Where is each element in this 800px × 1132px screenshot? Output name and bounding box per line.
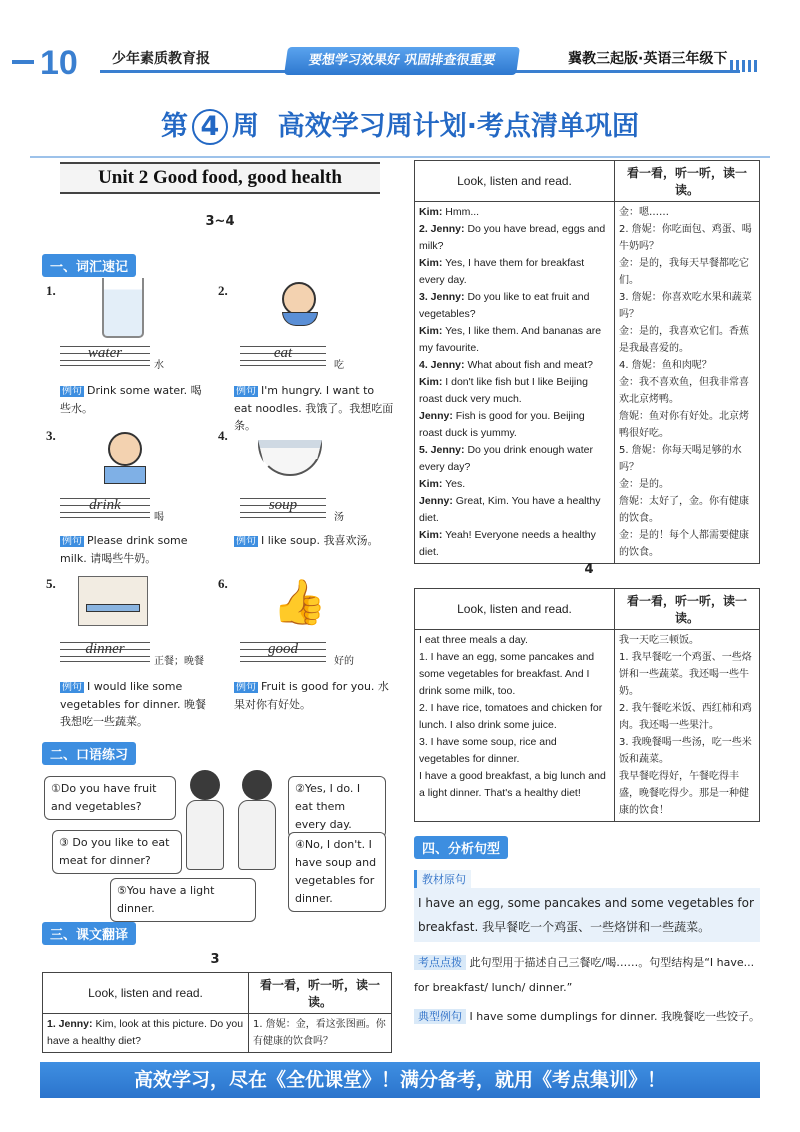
vocab-example xyxy=(60,678,212,730)
dialogue-line-cn: 金：是的，我每天早餐都吃它们。 xyxy=(619,258,749,286)
vocab-word: good xyxy=(268,641,298,657)
speaker-label: 5. Jenny: xyxy=(419,444,465,456)
speech-bubble: ④No, I don't. I have soup and vegetables for dinner. xyxy=(288,832,386,912)
vocab-number: 4. xyxy=(218,428,228,443)
dinner-table-icon xyxy=(86,604,140,612)
section-translation-heading: 三、课文翻译 xyxy=(42,922,136,945)
speaker-label: 4. Jenny: xyxy=(419,359,465,371)
vocab-meaning: 正餐；晚餐 xyxy=(154,656,204,667)
table-cell-en xyxy=(43,1014,249,1053)
dialogue-line-cn: 金：是的！每个人都需要健康的饮食。 xyxy=(619,530,749,558)
table-header-cn: 看一看，听一听，读一读。 xyxy=(615,161,760,202)
girl-one-head-illustration xyxy=(190,770,220,800)
period-label: 3 xyxy=(210,952,220,967)
key-point xyxy=(414,950,760,1000)
key-point-text: 此句型用于描述自己三餐吃/喝……。句型结构是“I have... for breakfast/ lunch/ dinner.” xyxy=(414,956,755,994)
vocab-word: eat xyxy=(273,345,293,361)
girl-one-body-illustration xyxy=(186,800,224,870)
title-suffix: 周 xyxy=(231,111,259,142)
dialogue-line-en xyxy=(419,408,610,442)
line-text: Do you drink enough water every day? xyxy=(419,444,593,473)
dialogue-line-en xyxy=(419,221,610,255)
header-slogan: 要想学习效果好 巩固排查很重要 xyxy=(284,47,520,75)
speaker-label: Kim: xyxy=(419,257,443,269)
family-dinner-illustration xyxy=(78,576,148,626)
vocab-number: 3. xyxy=(46,428,56,443)
dialogue-line-en xyxy=(419,442,610,476)
dialogue-line-en xyxy=(419,357,610,374)
dialogue-line-cn: 3. 詹妮：你喜欢吃水果和蔬菜吗？ xyxy=(619,292,752,320)
page-title xyxy=(0,104,800,145)
line-text: Yes, I have them for breakfast every day. xyxy=(419,257,585,286)
speaker-label: 3. Jenny: xyxy=(419,291,465,303)
footer-banner: 高效学习，尽在《全优课堂》！满分备考，就用《考点集训》！ xyxy=(40,1062,760,1098)
example-text: I would like some vegetables for dinner. 晚餐我想吃一些蔬菜。 xyxy=(60,680,206,728)
line-text: Yes. xyxy=(445,478,466,490)
line-text: Fish is good for you. Beijing roast duck is yummy. xyxy=(419,410,585,439)
thumbs-up-icon: 👍 xyxy=(272,577,327,628)
dialogue-line-en xyxy=(419,493,610,527)
vocab-number: 1. xyxy=(46,283,56,298)
vocab-meaning: 好的 xyxy=(334,656,354,667)
table-row xyxy=(415,630,760,822)
vocab-number: 2. xyxy=(218,283,228,298)
source-sentence-label: 教材原句 xyxy=(414,870,471,888)
line-text: Yes, I like them. And bananas are my favourite. xyxy=(419,325,602,354)
edition-label: 冀教三起版·英语三年级下 xyxy=(568,51,728,67)
dialogue-line-en xyxy=(419,289,610,323)
vocab-word: drink xyxy=(89,497,121,513)
typical-example xyxy=(414,1006,760,1028)
lesson3-dialogue-table xyxy=(414,160,760,564)
table-row xyxy=(415,202,760,564)
dialogue-line-cn: 詹妮：太好了，金。你有健康的饮食。 xyxy=(619,496,749,524)
vocab-word: water xyxy=(87,345,123,361)
line-text: Do you have bread, eggs and milk? xyxy=(419,223,606,252)
lesson4-table xyxy=(414,588,760,822)
period-label: 3~4 xyxy=(205,214,235,229)
title-rule xyxy=(30,156,770,158)
table-header-en: Look, listen and read. xyxy=(415,161,615,202)
dialogue-line-en xyxy=(419,323,610,357)
dialogue-line-cn: 金：嗯…… xyxy=(619,207,669,218)
table-header-en: Look, listen and read. xyxy=(43,973,249,1014)
title-prefix: 第 xyxy=(160,111,188,142)
example-tag: 例句 xyxy=(62,682,82,693)
speaker-label: Jenny: xyxy=(419,495,453,507)
speaker-label: 2. Jenny: xyxy=(419,223,465,235)
example-tag: 例句 xyxy=(62,386,82,397)
vocab-example xyxy=(234,532,394,550)
dialogue-line-cn: 4. 詹妮：鱼和肉呢？ xyxy=(619,360,712,371)
dialogue-line-cn: 2. 詹妮：你吃面包、鸡蛋、喝牛奶吗？ xyxy=(619,224,752,252)
glass-of-water-illustration xyxy=(102,278,144,338)
page-number-bar-left xyxy=(12,60,34,64)
line-text: Great, Kim. You have a healthy diet. xyxy=(419,495,601,524)
table-header-cn: 看一看，听一听，读一读。 xyxy=(249,973,392,1014)
vocab-example xyxy=(234,678,394,713)
boy-drinking-illustration xyxy=(108,432,142,466)
example-text: I'm hungry. I want to eat noodles. 我饿了。我想吃面条。 xyxy=(234,384,394,432)
speaker-label: Kim: xyxy=(419,206,443,218)
page-number xyxy=(40,44,78,83)
dialogue-line-en xyxy=(419,255,610,289)
dialogue-line-cn: 金：是的。 xyxy=(619,479,669,490)
vocab-meaning: 喝 xyxy=(154,512,164,523)
section-vocabulary-heading: 一、词汇速记 xyxy=(42,254,136,277)
speaker-label: Kim: xyxy=(419,529,443,541)
vocab-example xyxy=(234,382,394,434)
speech-bubble: ③ Do you like to eat meat for dinner? xyxy=(52,830,182,874)
line-text: What about fish and meat? xyxy=(467,359,593,371)
week-number-badge: 4 xyxy=(192,109,228,145)
line-text: Yeah! Everyone needs a healthy diet. xyxy=(419,529,596,558)
table-header-en: Look, listen and read. xyxy=(415,589,615,630)
speech-bubble: ①Do you have fruit and vegetables? xyxy=(44,776,176,820)
section-speaking-heading: 二、口语练习 xyxy=(42,742,136,765)
speaker-label: Kim: xyxy=(419,478,443,490)
speaker-label: Kim: xyxy=(419,325,443,337)
typical-example-label: 典型例句 xyxy=(414,1009,466,1024)
unit-banner: Unit 2 Good food, good health xyxy=(60,162,380,194)
table-row xyxy=(43,1014,392,1053)
typical-example-text: I have some dumplings for dinner. 我晚餐吃一些饺子。 xyxy=(469,1010,760,1023)
lesson4-en-text: I eat three meals a day. 1. I have an egg, some pancakes and some vegetables for breakfast. And I drink some milk, too. 2. I have rice, tomatoes and chicken for lunch. I also drink some juice. 3. I have some soup, rice and vegetables for dinner. I have a good breakfast, a big lunch and a light dinner. That's a healthy diet! xyxy=(415,630,615,822)
girl-two-body-illustration xyxy=(238,800,276,870)
example-text: Drink some water. 喝些水。 xyxy=(60,384,202,415)
vocab-word: soup xyxy=(268,497,298,513)
vocab-example xyxy=(60,532,212,567)
newspaper-name: 少年素质教育报 xyxy=(112,51,210,67)
source-sentence: I have an egg, some pancakes and some vegetables for breakfast. 我早餐吃一个鸡蛋、一些烙饼和一些蔬菜。 xyxy=(414,888,760,942)
line-text: Do you like to eat fruit and vegetables? xyxy=(419,291,590,320)
dialogue-en-cell xyxy=(415,202,615,564)
line-text: Hmm... xyxy=(445,206,480,218)
vocab-meaning: 汤 xyxy=(334,512,344,523)
noodle-bowl-icon xyxy=(282,312,318,326)
speaker-label: Kim: xyxy=(419,376,443,388)
speech-bubble: ⑤You have a light dinner. xyxy=(110,878,256,922)
example-tag: 例句 xyxy=(236,536,256,547)
page-number-text: 10 xyxy=(40,44,78,82)
dialogue-line-en xyxy=(419,374,610,408)
soup-bowl-illustration xyxy=(258,440,322,476)
dialogue-line-en xyxy=(419,204,610,221)
dialogue-line-cn: 5. 詹妮：你每天喝足够的水吗？ xyxy=(619,445,742,473)
line-text: I don't like fish but I like Beijing roast duck very much. xyxy=(419,376,588,405)
dialogue-line-cn: 金：我不喜欢鱼，但我非常喜欢北京烤鸭。 xyxy=(619,377,749,405)
girl-two-head-illustration xyxy=(242,770,272,800)
boy-eating-noodles-illustration xyxy=(282,282,316,316)
key-point-label: 考点点拨 xyxy=(414,955,466,970)
example-tag: 例句 xyxy=(236,682,256,693)
boy-body-illustration xyxy=(104,466,146,484)
table-cell-cn: 1. 詹妮：金，看这张图画。你有健康的饮食吗？ xyxy=(249,1014,392,1053)
lesson3-table xyxy=(42,972,392,1053)
dialogue-line-en xyxy=(419,476,610,493)
title-text: 高效学习周计划·考点清单巩固 xyxy=(277,111,640,142)
vocab-number: 6. xyxy=(218,576,228,591)
vocab-meaning: 吃 xyxy=(334,360,344,371)
dialogue-cn-cell xyxy=(615,202,760,564)
vocab-word: dinner xyxy=(85,641,125,657)
speaker-label: Jenny: xyxy=(419,410,453,422)
example-tag: 例句 xyxy=(62,536,82,547)
vocab-example xyxy=(60,382,212,417)
dialogue-line-cn: 詹妮：鱼对你有好处。北京烤鸭很好吃。 xyxy=(619,411,749,439)
dialogue-line-cn: 金：是的，我喜欢它们。香蕉是我最喜爱的。 xyxy=(619,326,749,354)
example-text: I like soup. 我喜欢汤。 xyxy=(261,534,379,547)
vocab-meaning: 水 xyxy=(154,360,164,371)
vocab-number: 5. xyxy=(46,576,56,591)
section-sentence-analysis-heading: 四、分析句型 xyxy=(414,836,508,859)
lesson4-cn-text: 我一天吃三顿饭。 1. 我早餐吃一个鸡蛋、一些烙饼和一些蔬菜。我还喝一些牛奶。 2. 我午餐吃米饭、西红柿和鸡肉。我还喝一些果汁。 3. 我晚餐喝一些汤，吃一些米饭和蔬菜。 我早餐吃得好，午餐吃得丰盛，晚餐吃得少。那是一种健康的饮食！ xyxy=(615,630,760,822)
speech-bubble: ②Yes, I do. I eat them every day. xyxy=(288,776,386,838)
dialogue-line-en xyxy=(419,527,610,561)
table-header-cn: 看一看，听一听，读一读。 xyxy=(615,589,760,630)
period-label: 4 xyxy=(584,562,594,577)
header-stripes-decoration xyxy=(730,60,760,72)
example-text: Please drink some milk. 请喝些牛奶。 xyxy=(60,534,188,565)
speaker-label: 1. Jenny: xyxy=(47,1018,93,1030)
example-text: Fruit is good for you. 水果对你有好处。 xyxy=(234,680,389,711)
line-text: Kim, look at this picture. Do you have a healthy diet? xyxy=(47,1018,244,1047)
example-tag: 例句 xyxy=(236,386,256,397)
